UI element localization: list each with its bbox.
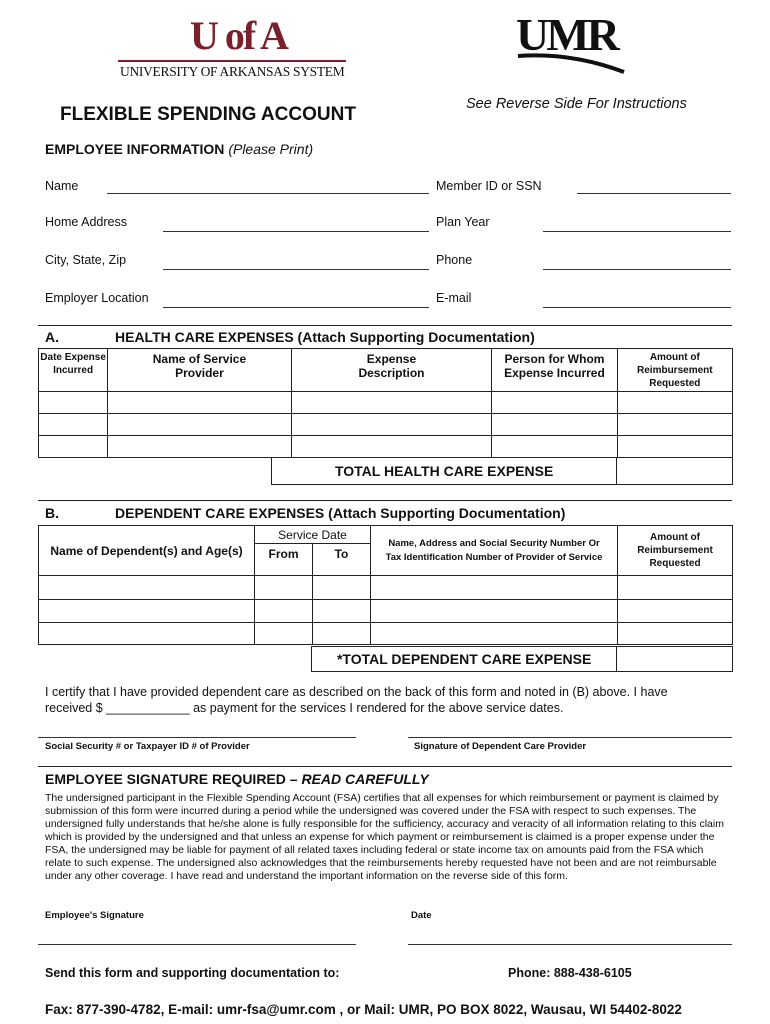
table-row <box>39 623 733 645</box>
footer-contact-line: Fax: 877-390-4782, E-mail: umr-fsa@umr.com , or Mail: UMR, PO BOX 8022, Wausau, WI 54402-8022 <box>45 1002 682 1017</box>
home-address-label: Home Address <box>45 215 127 229</box>
table-cell[interactable] <box>255 576 313 600</box>
table-cell[interactable] <box>371 576 618 600</box>
total-dependent-care-label: *TOTAL DEPENDENT CARE EXPENSE <box>312 647 617 672</box>
employee-info-title: EMPLOYEE INFORMATION <box>45 141 225 157</box>
logo-rule <box>118 60 346 62</box>
section-a-title: HEALTH CARE EXPENSES (Attach Supporting Documentation) <box>115 329 535 345</box>
total-health-care-label: TOTAL HEALTH CARE EXPENSE <box>272 458 617 485</box>
health-care-table <box>38 348 733 458</box>
table-cell[interactable] <box>39 436 108 458</box>
provider-ssn-field[interactable] <box>38 737 356 738</box>
table-cell[interactable] <box>492 392 617 414</box>
umr-wordmark: UMR <box>516 9 617 60</box>
col-date-header: Date Expense Incurred <box>40 352 106 376</box>
signature-heading <box>45 771 429 787</box>
section-a-rule <box>38 325 732 326</box>
col-dependent-header: Name of Dependent(s) and Age(s) <box>39 526 255 576</box>
table-row <box>39 600 733 623</box>
table-cell[interactable] <box>313 623 371 645</box>
phone-contact: Phone: 888-438-6105 <box>508 966 632 980</box>
name-field[interactable] <box>107 193 429 194</box>
table-cell[interactable] <box>291 392 492 414</box>
table-cell[interactable] <box>371 600 618 623</box>
signature-section-rule <box>38 766 732 767</box>
table-cell[interactable] <box>291 436 492 458</box>
uofa-system-text: UNIVERSITY OF ARKANSAS SYSTEM <box>120 64 345 79</box>
table-cell[interactable] <box>618 600 733 623</box>
received-label: received $ <box>45 701 103 715</box>
col-description-header: Expense Description <box>358 352 425 380</box>
col-from-header: From <box>255 544 313 576</box>
total-health-care-amount[interactable] <box>617 458 733 485</box>
health-care-total-row <box>271 457 733 485</box>
city-state-zip-label: City, State, Zip <box>45 253 127 267</box>
table-cell[interactable] <box>617 436 732 458</box>
phone-field[interactable] <box>543 269 731 270</box>
received-suffix: as payment for the services I rendered for the above service dates. <box>193 701 564 715</box>
col-person-header: Person for Whom Expense Incurred <box>504 352 605 380</box>
table-cell[interactable] <box>618 576 733 600</box>
section-b-title: DEPENDENT CARE EXPENSES (Attach Supporting Documentation) <box>115 505 566 521</box>
plan-year-field[interactable] <box>543 231 731 232</box>
col-provider-info-header: Name, Address and Social Security Number Or Tax Identification Number of Provider of Service <box>385 537 603 563</box>
table-cell[interactable] <box>313 576 371 600</box>
col-provider-header: Name of Service Provider <box>152 352 247 380</box>
table-cell[interactable] <box>617 392 732 414</box>
form-title: FLEXIBLE SPENDING ACCOUNT <box>60 104 356 125</box>
certify-line-1: I certify that I have provided dependent care as described on the back of this form and noted in (B) above. I have <box>45 685 668 699</box>
table-cell[interactable] <box>255 623 313 645</box>
plan-year-label: Plan Year <box>436 215 490 229</box>
signature-heading-emphasis: READ CAREFULLY <box>301 771 429 787</box>
section-b-letter: B. <box>45 505 59 521</box>
employee-signature-field[interactable] <box>38 944 356 945</box>
total-dependent-care-amount[interactable] <box>617 647 733 672</box>
table-cell[interactable] <box>39 576 255 600</box>
table-cell[interactable] <box>371 623 618 645</box>
table-cell[interactable] <box>39 392 108 414</box>
uofa-logo <box>118 12 348 82</box>
umr-logo <box>516 8 631 78</box>
certification-paragraph: The undersigned participant in the Flexible Spending Account (FSA) certifies that all expenses for which reimbursement or payment is claimed by submission of this form were incurred during a period while the undersigned was covered under the FSA with respect to such expenses. The undersigned fully understands that he/she alone is fully responsible for the sufficiency, accuracy and veracity of all information relating to this claim which is provided by the undersigned and that unless an expense for which payment or reimbursement is claimed is a proper expense under the FSA, the undersigned may be liable for payment of all related taxes including federal or state income tax on amounts paid from the FSA which relate to such expense. The undersigned also acknowledges that the reimbursements hereby requested have not been and are not reimbursable under any other coverage. I have read and understand the important information on the reverse side of this form. <box>45 792 724 882</box>
table-row <box>39 436 733 458</box>
employer-location-label: Employer Location <box>45 291 149 305</box>
col-service-date-header: Service Date <box>255 526 371 544</box>
member-id-field[interactable] <box>577 193 731 194</box>
table-cell[interactable] <box>617 414 732 436</box>
instructions-note: See Reverse Side For Instructions <box>466 96 687 112</box>
table-cell[interactable] <box>291 414 492 436</box>
dependent-care-table <box>38 525 733 645</box>
table-cell[interactable] <box>108 414 292 436</box>
certify-line-2 <box>45 700 668 716</box>
col-amount-header: Amount of Reimbursement Requested <box>637 352 713 389</box>
provider-signature-label: Signature of Dependent Care Provider <box>414 741 587 752</box>
date-field[interactable] <box>408 944 732 945</box>
table-row <box>39 414 733 436</box>
member-id-label: Member ID or SSN <box>436 179 542 193</box>
col-reimbursement-header: Amount of Reimbursement Requested <box>637 532 713 569</box>
umr-swoosh-icon <box>516 50 631 80</box>
name-label: Name <box>45 179 79 193</box>
section-a-letter: A. <box>45 329 59 345</box>
received-amount-field[interactable]: ____________ <box>106 701 190 715</box>
table-cell[interactable] <box>492 436 617 458</box>
phone-label: Phone <box>436 253 473 267</box>
table-cell[interactable] <box>255 600 313 623</box>
table-cell[interactable] <box>492 414 617 436</box>
uofa-mark: U of A <box>190 13 287 58</box>
dependent-care-total-row <box>311 646 733 672</box>
employee-info-note: (Please Print) <box>228 141 314 157</box>
employee-signature-label: Employee's Signature <box>45 910 144 921</box>
signature-heading-text: EMPLOYEE SIGNATURE REQUIRED – <box>45 771 302 787</box>
home-address-field[interactable] <box>163 231 429 232</box>
col-to-header: To <box>313 544 371 576</box>
email-label: E-mail <box>436 291 472 305</box>
certify-text <box>45 684 668 716</box>
date-label: Date <box>411 910 432 921</box>
provider-ssn-label: Social Security # or Taxpayer ID # of Provider <box>45 741 250 752</box>
table-cell[interactable] <box>618 623 733 645</box>
send-to-text: Send this form and supporting documentation to: <box>45 966 340 980</box>
city-state-zip-field[interactable] <box>163 269 429 270</box>
section-b-rule <box>38 500 732 501</box>
employee-info-heading <box>45 141 313 157</box>
table-cell[interactable] <box>313 600 371 623</box>
table-row <box>39 576 733 600</box>
table-row <box>39 392 733 414</box>
table-cell[interactable] <box>39 600 255 623</box>
provider-signature-field[interactable] <box>408 737 732 738</box>
table-cell[interactable] <box>39 623 255 645</box>
email-field[interactable] <box>543 307 731 308</box>
table-cell[interactable] <box>39 414 108 436</box>
employer-location-field[interactable] <box>163 307 429 308</box>
table-cell[interactable] <box>108 436 292 458</box>
table-cell[interactable] <box>108 392 292 414</box>
